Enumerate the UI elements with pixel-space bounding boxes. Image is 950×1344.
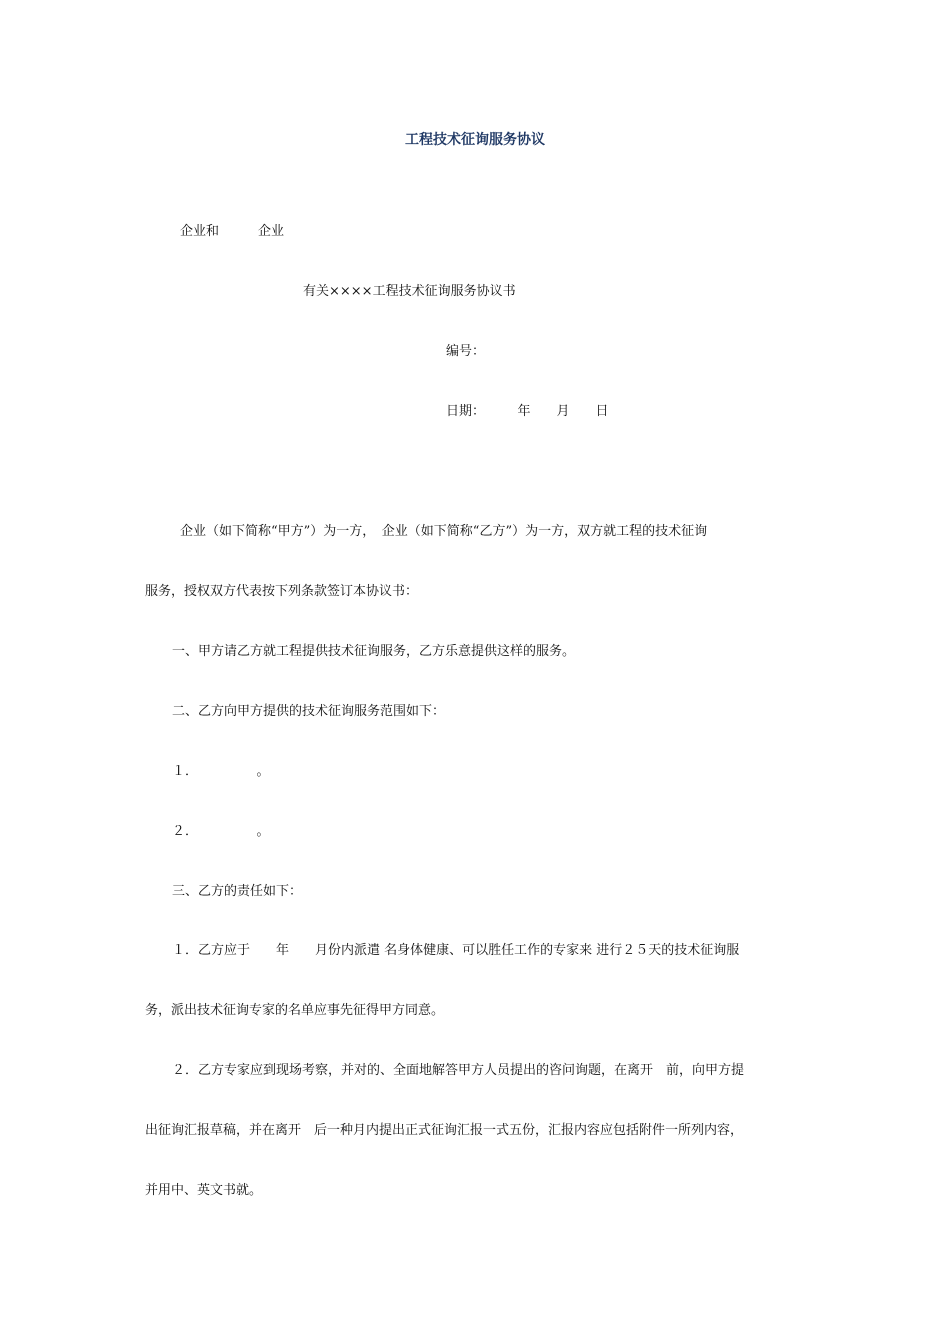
clause-2-item-2: ２． 。	[172, 824, 270, 839]
clause-3: 三、乙方的责任如下：	[172, 884, 303, 899]
intro-paragraph-line-2: 服务，授权双方代表按下列条款签订本协议书：	[145, 584, 419, 599]
document-title: 工程技术征询服务协议	[405, 132, 545, 148]
clause-3-item-1-line-2: 务，派出技术征询专家的名单应事先征得甲方同意。	[145, 1003, 445, 1018]
agreement-subtitle: 有关××××工程技术征询服务协议书	[303, 284, 516, 299]
clause-2: 二、乙方向甲方提供的技术征询服务范围如下：	[172, 704, 446, 719]
clause-3-item-2-line-2: 出征询汇报草稿，并在离开 后一种月内提出正式征询汇报一式五份，汇报内容应包括附件一所列内容，	[145, 1123, 744, 1138]
intro-paragraph-line-1: 企业（如下简称“甲方”）为一方， 企业（如下简称“乙方”）为一方，双方就工程的技术征询	[180, 524, 708, 539]
clause-3-item-2-line-3: 并用中、英文书就。	[145, 1183, 263, 1198]
clause-3-item-2-line-1: ２．乙方专家应到现场考察，并对的、全面地解答甲方人员提出的咨问询题，在离开 前，向甲方提	[172, 1063, 745, 1078]
parties-line: 企业和 企业	[180, 224, 285, 239]
clause-2-item-1: １． 。	[172, 764, 270, 779]
number-label: 编号：	[446, 344, 486, 359]
clause-1: 一、甲方请乙方就工程提供技术征询服务，乙方乐意提供这样的服务。	[172, 644, 576, 659]
clause-3-item-1-line-1: １．乙方应于 年 月份内派遣 名身体健康、可以胜任工作的专家来 进行２５天的技术征询服	[172, 943, 740, 958]
date-label: 日期： 年 月 日	[446, 404, 609, 419]
